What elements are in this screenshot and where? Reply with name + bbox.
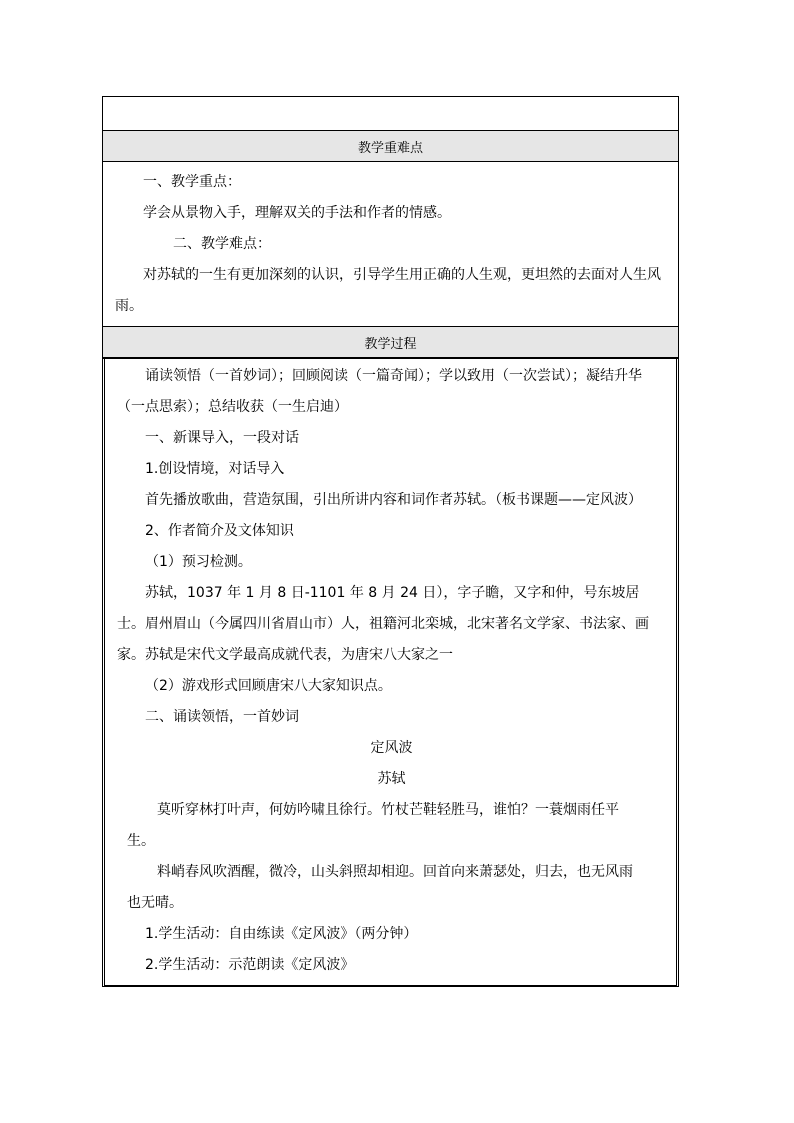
key-points-header: 教学重难点 [103, 131, 678, 162]
activity-2: 2.学生活动：示范朗读《定风波》 [145, 957, 355, 973]
process-header: 教学过程 [103, 326, 678, 358]
key-point-text: 学会从景物入手，理解双关的手法和作者的情感。 [143, 205, 451, 221]
poem-author: 苏轼 [377, 771, 406, 787]
poem-title: 定风波 [370, 740, 413, 756]
key-points-section [102, 96, 679, 359]
poem-body [117, 795, 666, 919]
lesson-plan-table [102, 96, 679, 987]
step2-title: 2、作者简介及文体知识 [145, 523, 294, 539]
step2-b: （2）游戏形式回顾唐宋八大家知识点。 [145, 678, 392, 694]
process-section [102, 359, 679, 987]
process-intro: 诵读领悟（一首妙词）；回顾阅读（一篇奇闻）；学以致用（一次尝试）；凝结升华（一点思索）；总结收获（一生启迪） [117, 368, 642, 415]
key-points-content [103, 162, 678, 326]
process-inner-frame [104, 359, 677, 986]
part2-title: 二、诵读领悟，一首妙词 [145, 709, 299, 725]
poem-stanza-1: 莫听穿林打叶声，何妨吟啸且徐行。竹杖芒鞋轻胜马，谁怕？一蓑烟雨任平生。 [127, 802, 619, 849]
poem-stanza-2: 料峭春风吹酒醒，微冷，山头斜照却相迎。回首向来萧瑟处，归去，也无风雨也无晴。 [127, 864, 633, 911]
step2-a: （1）预习检测。 [145, 554, 252, 570]
difficulty-text: 对苏轼的一生有更加深刻的认识，引导学生用正确的人生观，更坦然的去面对人生风雨。 [115, 267, 661, 314]
part1-title: 一、新课导入，一段对话 [145, 430, 299, 446]
key-point-title: 一、教学重点： [143, 174, 241, 190]
difficulty-title: 二、教学难点： [173, 236, 271, 252]
step1-title: 1.创设情境，对话导入 [145, 461, 285, 477]
empty-row [103, 97, 678, 131]
process-content [105, 359, 676, 985]
activity-1: 1.学生活动：自由练读《定风波》（两分钟） [145, 926, 418, 942]
step1-text: 首先播放歌曲，营造氛围，引出所讲内容和词作者苏轼。（板书课题——定风波） [145, 492, 642, 508]
author-bio: 苏轼，1037 年 1 月 8 日-1101 年 8 月 24 日），字子瞻，又字和仲，号东坡居士。眉州眉山（今属四川省眉山市）人，祖籍河北栾城，北宋著名文学家、书法家、画家。苏轼是宋代文学最高成就代表，为唐宋八大家之一 [117, 585, 649, 663]
